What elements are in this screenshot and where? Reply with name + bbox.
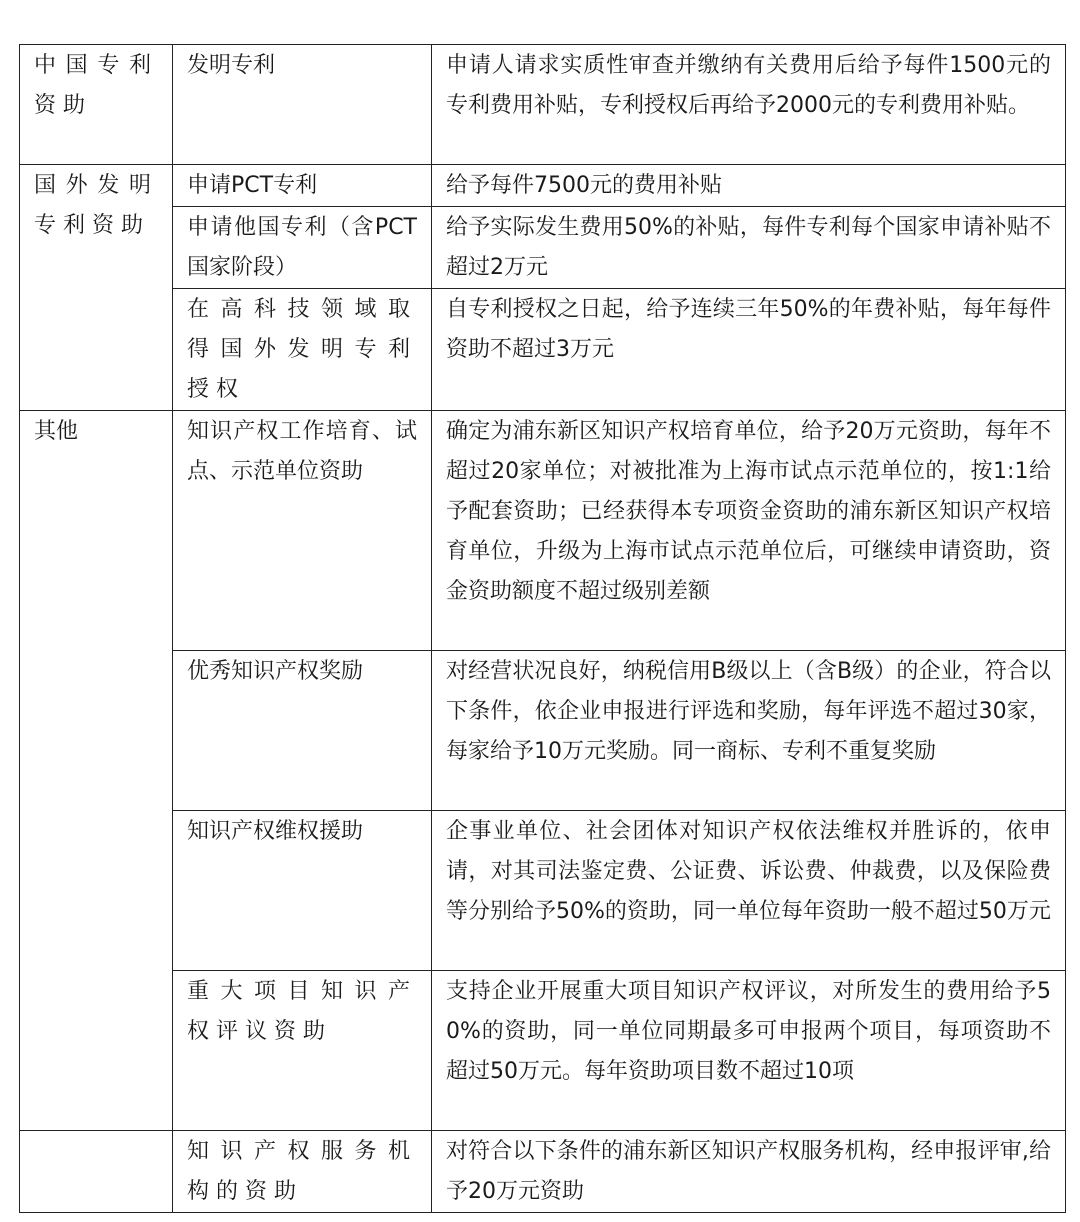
category-cell <box>20 1131 173 1213</box>
detail-cell: 对符合以下条件的浦东新区知识产权服务机构，经申报评审,给予20万元资助 <box>432 1131 1066 1213</box>
item-cell: 知识产权工作培育、试点、示范单位资助 <box>173 411 432 651</box>
item-cell: 申请PCT专利 <box>173 165 432 207</box>
detail-cell: 支持企业开展重大项目知识产权评议，对所发生的费用给予50%的资助，同一单位同期最多可申报两个项目，每项资助不超过50万元。每年资助项目数不超过10项 <box>432 971 1066 1131</box>
table-row <box>20 207 1066 289</box>
detail-cell: 申请人请求实质性审查并缴纳有关费用后给予每件1500元的专利费用补贴，专利授权后再给予2000元的专利费用补贴。 <box>432 45 1066 165</box>
item-cell: 知识产权维权援助 <box>173 811 432 971</box>
item-cell: 优秀知识产权奖励 <box>173 651 432 811</box>
table-row <box>20 651 1066 811</box>
item-cell: 重大项目知识产权评议资助 <box>173 971 432 1131</box>
detail-cell: 确定为浦东新区知识产权培育单位，给予20万元资助，每年不超过20家单位；对被批准为上海市试点示范单位的，按1:1给予配套资助；已经获得本专项资金资助的浦东新区知识产权培育单位，升级为上海市试点示范单位后，可继续申请资助，资金资助额度不超过级别差额 <box>432 411 1066 651</box>
item-cell: 在高科技领域取得国外发明专利授权 <box>173 289 432 411</box>
table-row <box>20 165 1066 207</box>
category-cell: 其他 <box>20 411 173 1131</box>
detail-cell: 对经营状况良好，纳税信用B级以上（含B级）的企业，符合以下条件，依企业申报进行评选和奖励，每年评选不超过30家，每家给予10万元奖励。同一商标、专利不重复奖励 <box>432 651 1066 811</box>
item-cell: 发明专利 <box>173 45 432 165</box>
table-row <box>20 1131 1066 1213</box>
table-row <box>20 411 1066 651</box>
detail-cell: 企事业单位、社会团体对知识产权依法维权并胜诉的，依申请，对其司法鉴定费、公证费、诉讼费、仲裁费，以及保险费等分别给予50%的资助，同一单位每年资助一般不超过50万元 <box>432 811 1066 971</box>
detail-cell: 给予每件7500元的费用补贴 <box>432 165 1066 207</box>
item-cell: 知识产权服务机构的资助 <box>173 1131 432 1213</box>
detail-cell: 自专利授权之日起，给予连续三年50%的年费补贴，每年每件资助不超过3万元 <box>432 289 1066 411</box>
table-row <box>20 971 1066 1131</box>
category-cell: 中国专利资助 <box>20 45 173 165</box>
category-cell: 国外发明专利资助 <box>20 165 173 411</box>
detail-cell: 给予实际发生费用50%的补贴，每件专利每个国家申请补贴不超过2万元 <box>432 207 1066 289</box>
table-row <box>20 45 1066 165</box>
table-row <box>20 811 1066 971</box>
item-cell: 申请他国专利（含PCT国家阶段） <box>173 207 432 289</box>
subsidy-table <box>19 44 1066 1213</box>
table-row <box>20 289 1066 411</box>
